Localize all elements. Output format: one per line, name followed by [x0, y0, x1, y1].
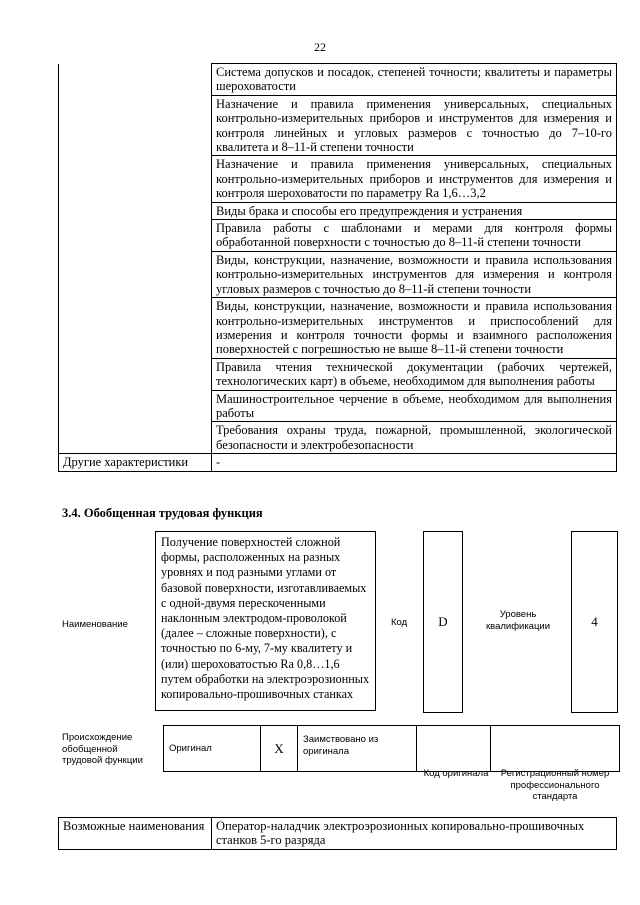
requirements-left-cell	[59, 358, 212, 390]
requirements-row	[59, 156, 617, 202]
possible-names-row	[59, 818, 617, 850]
requirements-row	[59, 95, 617, 156]
requirements-row	[59, 454, 617, 471]
possible-names-label: Возможные наименования	[59, 818, 212, 850]
requirements-right-cell: Правила работы с шаблонами и мерами для контроля формы обработанной поверхности с точностью до 8–11-й степени точности	[212, 220, 617, 252]
requirements-right-cell: Виды, конструкции, назначение, возможности и правила использования контрольно-измерительных инструментов и приспособлений для измерения и контроля точности формы и взаимного расположения поверхностей с погрешностью не выше 8–11-й степени точности	[212, 298, 617, 359]
requirements-right-cell: Машиностроительное черчение в объеме, необходимом для выполнения работы	[212, 390, 617, 422]
requirements-right-cell: Требования охраны труда, пожарной, промышленной, экологической безопасности и электробезопасности	[212, 422, 617, 454]
requirements-right-cell: -	[212, 454, 617, 471]
original-mark: X	[261, 726, 298, 772]
requirements-left-cell	[59, 156, 212, 202]
registration-number-cell	[491, 726, 620, 772]
requirements-left-cell: Другие характеристики	[59, 454, 212, 471]
requirements-right-cell: Виды, конструкции, назначение, возможности и правила использования контрольно-измерительных инструментов для измерения и контроля угловых размеров с точностью до 8–11-й степени точности	[212, 251, 617, 297]
requirements-row	[59, 298, 617, 359]
possible-names-table	[58, 817, 617, 850]
name-label: Наименование	[62, 619, 128, 630]
requirements-left-cell	[59, 202, 212, 219]
requirements-right-cell: Виды брака и способы его предупреждения и устранения	[212, 202, 617, 219]
requirements-row	[59, 390, 617, 422]
borrowed-label: Заимствовано из оригинала	[298, 726, 417, 772]
requirements-left-cell	[59, 64, 212, 96]
function-name-box: Получение поверхностей сложной формы, расположенных на разных уровнях и под разными углами от базовой поверхности, изготавливаемых с одной-двумя перескоченными наклонным электродом-проволокой (далее – сложные поверхности), с точностью по 6-му, 7-му квалитету и (или) шероховатостью Ra 0,8…1,6 путем обработки на электроэрозионных копировально-прошивочных станках	[155, 531, 376, 711]
page-number: 22	[314, 40, 326, 54]
requirements-right-cell: Назначение и правила применения универсальных, специальных контрольно-измерительных приборов и инструментов для измерения и контроля линейных и угловых размеров с точностью до 7–10-го квалитета и 8–11-й степени точности	[212, 95, 617, 156]
code-label: Код	[391, 617, 408, 628]
requirements-table-body	[59, 64, 617, 472]
qualification-level-value: 4	[591, 614, 598, 629]
requirements-row	[59, 202, 617, 219]
registration-number-caption: Регистрационный номер профессионального стандарта	[500, 768, 610, 802]
code-value: D	[438, 614, 448, 629]
requirements-left-cell	[59, 251, 212, 297]
origin-table	[163, 725, 620, 772]
requirements-right-cell: Система допусков и посадок, степеней точности; квалитеты и параметры шероховатости	[212, 64, 617, 96]
requirements-row	[59, 358, 617, 390]
requirements-row	[59, 251, 617, 297]
requirements-left-cell	[59, 220, 212, 252]
qualification-level-box	[571, 531, 618, 713]
requirements-left-cell	[59, 298, 212, 359]
requirements-row	[59, 220, 617, 252]
requirements-row	[59, 422, 617, 454]
origin-label: Происхождение обобщенной трудовой функции	[62, 732, 143, 766]
original-label: Оригинал	[164, 726, 261, 772]
requirements-left-cell	[59, 422, 212, 454]
section-heading: 3.4. Обобщенная трудовая функция	[62, 506, 263, 520]
qualification-level-label: Уровень квалификации	[485, 609, 551, 632]
possible-names-value: Оператор-наладчик электроэрозионных копировально-прошивочных станков 5-го разряда	[212, 818, 617, 850]
requirements-row	[59, 64, 617, 96]
requirements-right-cell: Назначение и правила применения универсальных, специальных контрольно-измерительных приборов и инструментов для измерения и контроля шероховатости по параметру Ra 1,6…3,2	[212, 156, 617, 202]
requirements-left-cell	[59, 95, 212, 156]
original-code-cell	[417, 726, 491, 772]
original-code-caption: Код оригинала	[423, 768, 489, 779]
requirements-right-cell: Правила чтения технической документации (рабочих чертежей, технологических карт) в объеме, необходимом для выполнения работы	[212, 358, 617, 390]
origin-row	[164, 726, 620, 772]
code-box	[423, 531, 463, 713]
requirements-table	[58, 63, 617, 472]
requirements-left-cell	[59, 390, 212, 422]
